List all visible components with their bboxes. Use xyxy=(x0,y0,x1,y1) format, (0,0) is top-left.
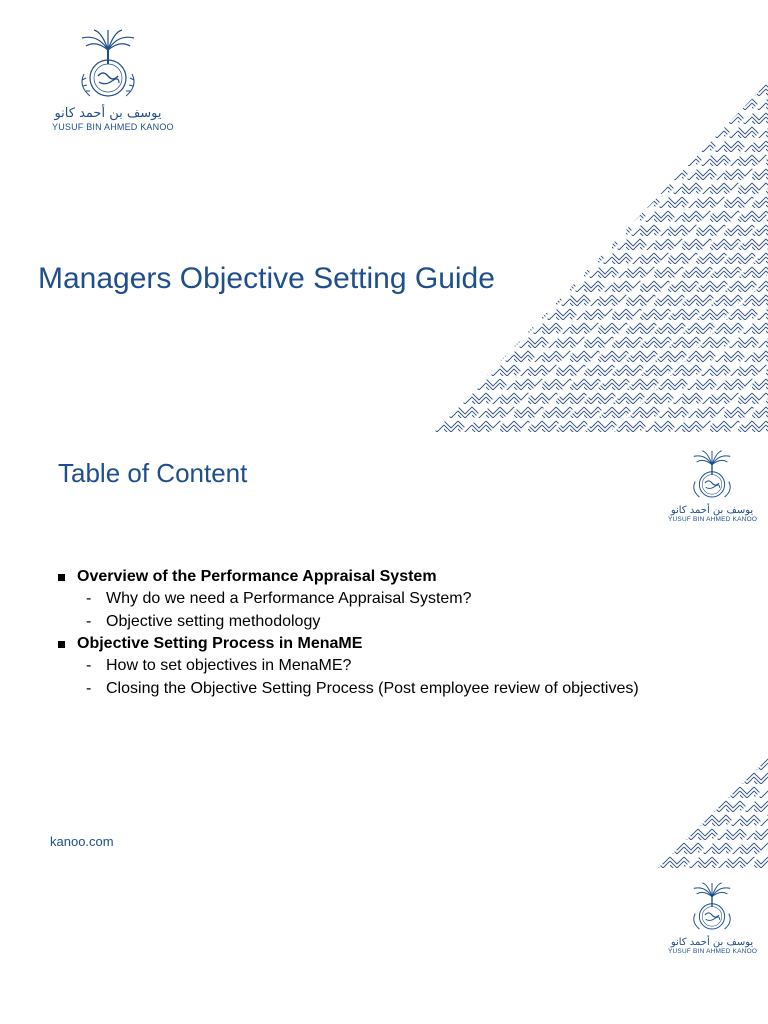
toc-sub-marker: - xyxy=(86,590,92,608)
logo-english-text: YUSUF BIN AHMED KANOO xyxy=(668,948,758,955)
logo-arabic-text: يوسف بن أحمد كانو xyxy=(670,937,754,948)
toc-sub-marker: - xyxy=(86,657,92,675)
company-logo xyxy=(668,880,756,955)
toc-section-label: Objective Setting Process in MenaME xyxy=(77,635,363,652)
toc-subitem-label: Objective setting methodology xyxy=(106,612,321,630)
toc-subitem xyxy=(58,678,738,701)
toc-list xyxy=(58,566,738,700)
toc-section xyxy=(58,633,738,655)
website-link[interactable]: kanoo.com xyxy=(50,834,114,849)
company-logo xyxy=(668,448,756,523)
bullet-square-icon xyxy=(58,641,65,648)
logo-english-text: YUSUF BIN AHMED KANOO xyxy=(52,122,174,132)
toc-sub-marker: - xyxy=(86,679,92,697)
decorative-chevron-pattern xyxy=(656,756,768,868)
toc-subitem xyxy=(58,655,738,678)
toc-subitem xyxy=(58,611,738,634)
page-title: Managers Objective Setting Guide xyxy=(38,262,495,295)
toc-section-label: Overview of the Performance Appraisal System xyxy=(77,568,437,585)
logo-arabic-text: يوسف بن أحمد كانو xyxy=(670,505,754,516)
palm-tree-emblem-icon xyxy=(684,448,740,504)
toc-section xyxy=(58,566,738,588)
toc-sub-marker: - xyxy=(86,612,92,630)
decorative-chevron-pattern xyxy=(430,82,768,434)
bullet-square-icon xyxy=(58,574,65,581)
palm-tree-emblem-icon xyxy=(68,28,148,104)
logo-arabic-text: يوسف بن أحمد كانو xyxy=(54,106,162,121)
toc-subitem-label: Closing the Objective Setting Process (Post employee review of objectives) xyxy=(106,679,639,697)
company-logo xyxy=(52,28,174,132)
toc-subitem xyxy=(58,588,738,611)
toc-title: Table of Content xyxy=(58,458,248,488)
toc-subitem-label: How to set objectives in MenaME? xyxy=(106,657,352,675)
palm-tree-emblem-icon xyxy=(684,880,740,936)
logo-english-text: YUSUF BIN AHMED KANOO xyxy=(668,516,758,523)
toc-subitem-label: Why do we need a Performance Appraisal System? xyxy=(106,590,472,608)
